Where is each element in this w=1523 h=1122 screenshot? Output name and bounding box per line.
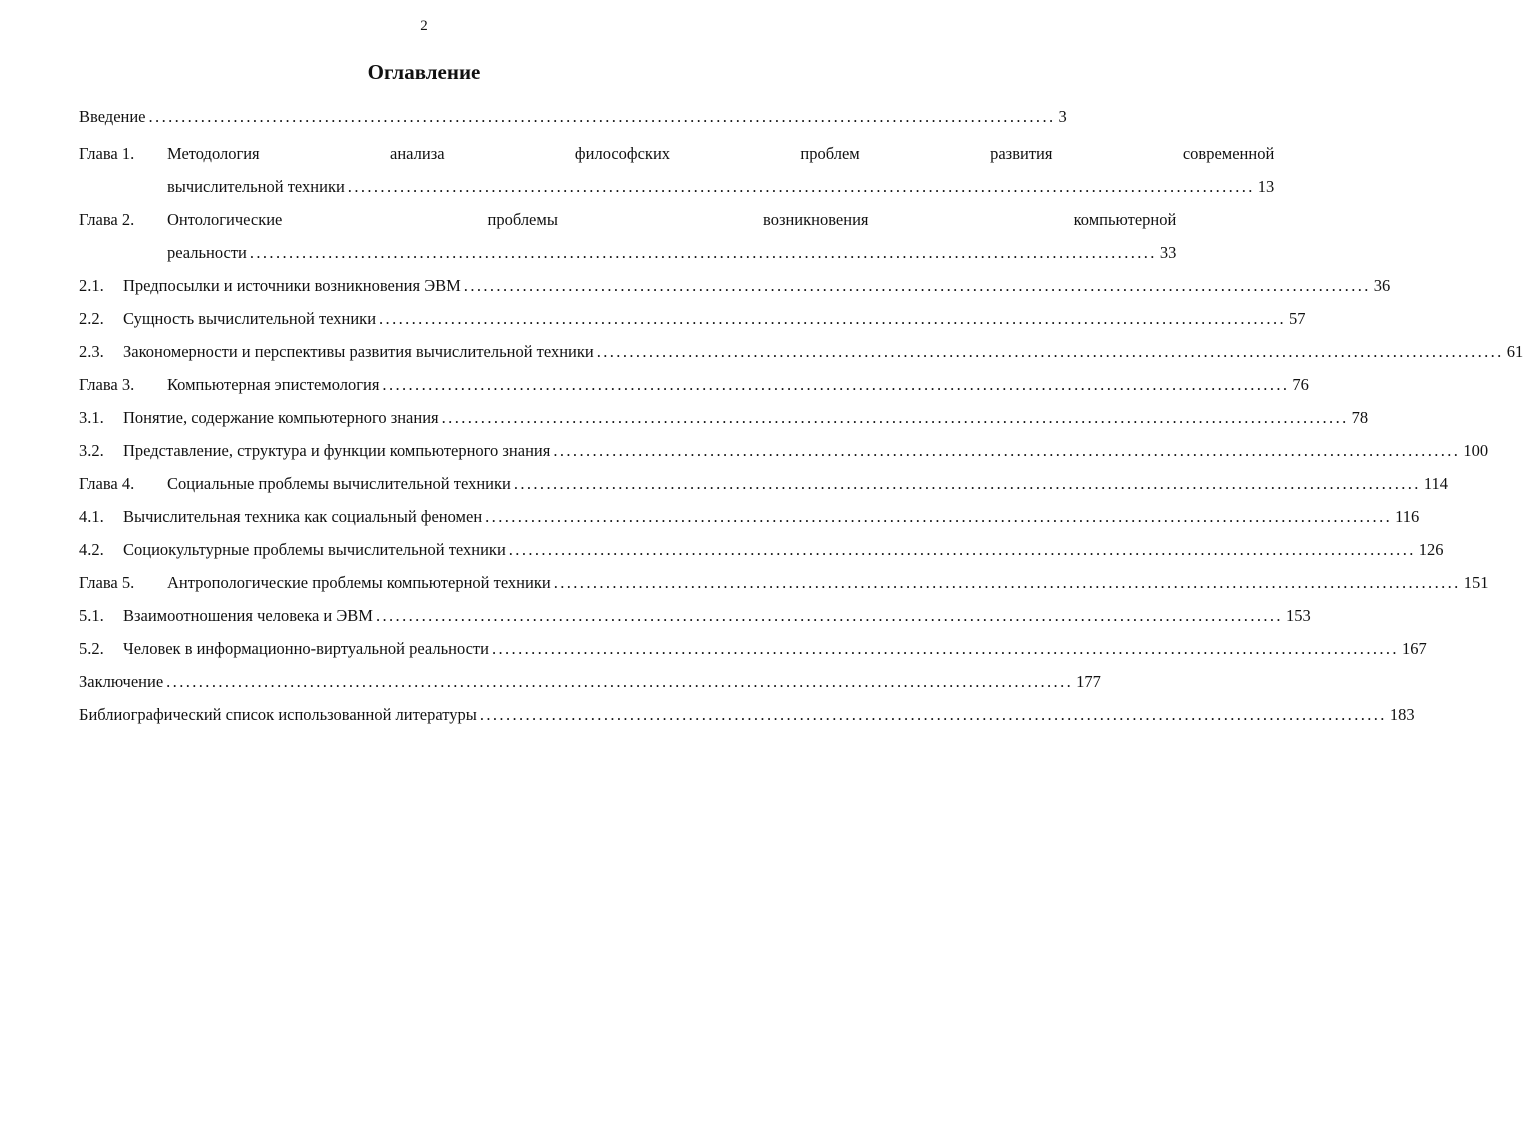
toc-entry-title: Антропологические проблемы компьютерной техники <box>167 573 551 592</box>
toc-entry-number: 3.1. <box>79 408 104 427</box>
toc-entry-number: 2.2. <box>79 309 104 328</box>
toc-entry-number: Глава 1. <box>79 144 135 163</box>
toc-entry-title: Социальные проблемы вычислительной техники <box>167 474 511 493</box>
toc-entry-page: 153 <box>1285 606 1311 625</box>
toc-leader-dots: ........................................................................................................................................... <box>513 474 1421 493</box>
toc-entry-page: 3 <box>1058 107 1067 126</box>
toc-entry-section-2-1[interactable] <box>79 269 1391 302</box>
toc-entry-section-3-1[interactable] <box>79 401 1369 434</box>
toc-entry-title: Сущность вычислительной техники <box>123 309 377 328</box>
toc-entry-title: Введение <box>79 107 146 126</box>
toc-entry-title: Понятие, содержание компьютерного знания <box>123 408 439 427</box>
toc-entry-chapter-1[interactable] <box>79 137 1275 203</box>
toc-entry-section-2-3[interactable] <box>79 335 1523 368</box>
toc-entry-title: Библиографический список использованной литературы <box>79 705 477 724</box>
toc-entry-page: 114 <box>1423 474 1448 493</box>
toc-entry-chapter-5[interactable] <box>79 566 1489 599</box>
toc-entry-title-line-1: Онтологические проблемы возникновения компьютерной <box>167 210 1177 229</box>
toc-entry-title: Предпосылки и источники возникновения ЭВМ <box>123 276 461 295</box>
toc-entry-number: 5.2. <box>79 639 104 658</box>
toc-leader-dots: ........................................................................................................................................... <box>382 375 1290 394</box>
toc-entry-number: 5.1. <box>79 606 104 625</box>
toc-entry-section-5-2[interactable] <box>79 632 1427 665</box>
toc-entry-page: 183 <box>1389 705 1415 724</box>
toc-entry-section-5-1[interactable] <box>79 599 1311 632</box>
toc-entry-title: Человек в информационно-виртуальной реальности <box>123 639 489 658</box>
toc-entry-title: Компьютерная эпистемология <box>167 375 380 394</box>
toc-entry-number: 2.3. <box>79 342 104 361</box>
toc-entry-section-2-2[interactable] <box>79 302 1306 335</box>
toc-leader-dots: ........................................................................................................................................... <box>491 639 1399 658</box>
toc-entry-number: Глава 4. <box>79 474 135 493</box>
table-of-contents <box>79 100 1523 731</box>
toc-leader-dots: ........................................................................................................................................... <box>463 276 1371 295</box>
toc-entry-title: Взаимоотношения человека и ЭВМ <box>123 606 373 625</box>
toc-entry-page: 151 <box>1463 573 1489 592</box>
toc-entry-page: 177 <box>1076 672 1101 691</box>
toc-entry-page: 167 <box>1401 639 1427 658</box>
toc-entry-bibliography[interactable] <box>79 698 1415 731</box>
toc-leader-dots: ........................................................................................................................................... <box>485 507 1393 526</box>
toc-entry-title: Заключение <box>79 672 164 691</box>
toc-entry-introduction[interactable] <box>79 100 1067 133</box>
toc-entry-title: Вычислительная техника как социальный феномен <box>123 507 483 526</box>
toc-leader-dots: ........................................................................................................................................... <box>375 606 1283 625</box>
toc-leader-dots: ........................................................................................................................................... <box>479 705 1387 724</box>
toc-entry-conclusion[interactable] <box>79 665 1101 698</box>
toc-entry-number: 3.2. <box>79 441 104 460</box>
toc-entry-title-line-2: реальности <box>167 243 247 262</box>
toc-entry-page: 13 <box>1257 177 1275 196</box>
toc-entry-section-4-1[interactable] <box>79 500 1420 533</box>
toc-leader-dots: ........................................................................................................................................... <box>441 408 1349 427</box>
toc-entry-page: 100 <box>1463 441 1489 460</box>
toc-leader-dots: ........................................................................................................................................... <box>553 573 1461 592</box>
toc-leader-dots: ........................................................................................................................................... <box>553 441 1461 460</box>
toc-entry-chapter-2[interactable] <box>79 203 1177 269</box>
toc-leader-dots: ........................................................................................................................................... <box>596 342 1504 361</box>
toc-entry-page: 36 <box>1373 276 1391 295</box>
toc-entry-chapter-3[interactable] <box>79 368 1309 401</box>
toc-entry-title-line-2: вычислительной техники <box>167 177 345 196</box>
toc-leader-dots: ........................................................................................................................................... <box>249 243 1157 262</box>
toc-entry-page: 76 <box>1292 375 1309 394</box>
toc-entry-page: 116 <box>1395 507 1420 526</box>
toc-entry-chapter-4[interactable] <box>79 467 1448 500</box>
toc-entry-number: Глава 2. <box>79 210 135 229</box>
toc-entry-page: 57 <box>1289 309 1306 328</box>
toc-entry-number: 4.2. <box>79 540 104 559</box>
toc-entry-title: Представление, структура и функции компьютерного знания <box>123 441 551 460</box>
toc-leader-dots: ........................................................................................................................................... <box>148 107 1056 126</box>
toc-entry-number: 2.1. <box>79 276 104 295</box>
toc-entry-number: 4.1. <box>79 507 104 526</box>
toc-entry-section-4-2[interactable] <box>79 533 1444 566</box>
page-number: 2 <box>420 18 428 34</box>
toc-entry-title: Социокультурные проблемы вычислительной техники <box>123 540 506 559</box>
toc-entry-section-3-2[interactable] <box>79 434 1489 467</box>
toc-entry-title: Закономерности и перспективы развития вычислительной техники <box>123 342 594 361</box>
toc-entry-title-line-1: Методология анализа философских проблем развития современной <box>167 144 1275 163</box>
toc-entry-number: Глава 3. <box>79 375 135 394</box>
toc-entry-page: 61 <box>1506 342 1523 361</box>
toc-entry-number: Глава 5. <box>79 573 135 592</box>
toc-leader-dots: ........................................................................................................................................... <box>347 177 1255 196</box>
toc-entry-page: 33 <box>1159 243 1177 262</box>
toc-leader-dots: ........................................................................................................................................... <box>166 672 1074 691</box>
toc-entry-page: 78 <box>1351 408 1369 427</box>
toc-leader-dots: ........................................................................................................................................... <box>379 309 1287 328</box>
toc-leader-dots: ........................................................................................................................................... <box>508 540 1416 559</box>
page-title: Оглавление <box>367 60 481 84</box>
toc-entry-page: 126 <box>1418 540 1444 559</box>
